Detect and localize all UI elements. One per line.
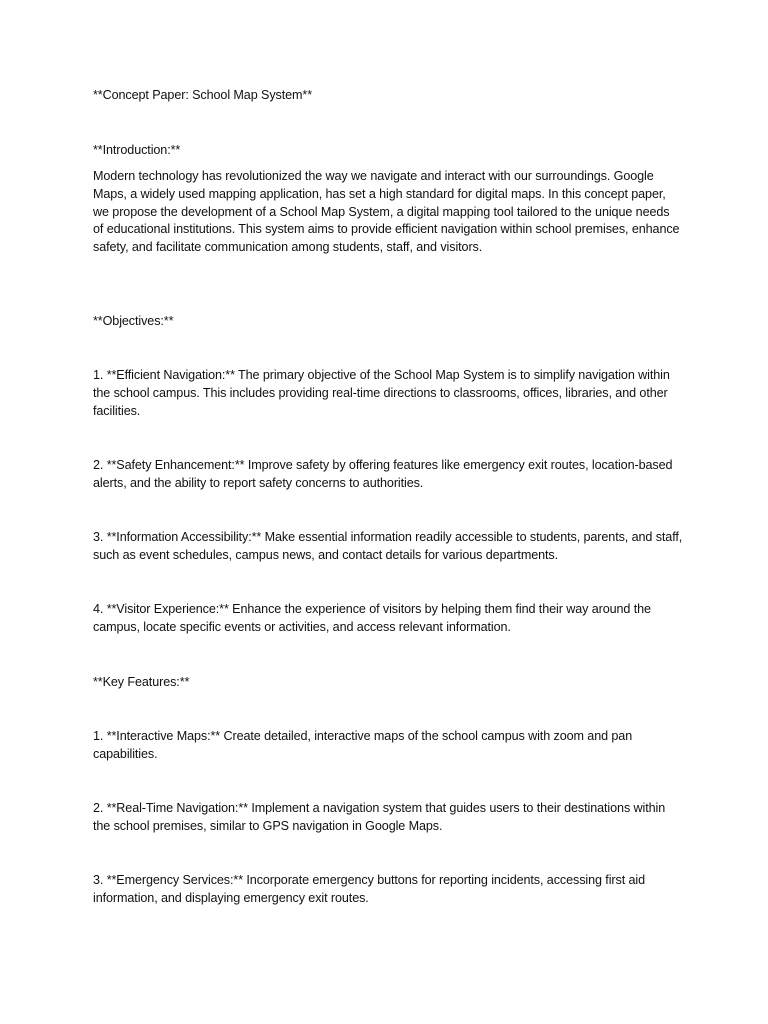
introduction-body: Modern technology has revolutionized the way we navigate and interact with our surroundings. Google Maps, a widely used mapping application, has set a high standard for digital maps. In this concept paper, we propose the development of a School Map System, a digital mapping tool tailored to the unique needs of educational institutions. This system aims to provide efficient navigation within school premises, enhance safety, and facilitate communication among students, staff, and visitors. [93,169,680,255]
key-features-heading: **Key Features:** [93,675,190,689]
key-feature-item: 3. **Emergency Services:** Incorporate emergency buttons for reporting incidents, accessing first aid information, and displaying emergency exit routes. [93,873,645,905]
objective-item: 3. **Information Accessibility:** Make essential information readily accessible to students, parents, and staff, such as event schedules, campus news, and contact details for various departments. [93,530,683,562]
objective-item: 2. **Safety Enhancement:** Improve safety by offering features like emergency exit routes, location-based alerts, and the ability to report safety concerns to authorities. [93,458,673,490]
objective-item: 1. **Efficient Navigation:** The primary objective of the School Map System is to simplify navigation within the school campus. This includes providing real-time directions to classrooms, offices, libraries, and other facilities. [93,368,670,418]
introduction-heading: **Introduction:** [93,143,181,157]
objective-item: 4. **Visitor Experience:** Enhance the experience of visitors by helping them find their way around the campus, locate specific events or activities, and access relevant information. [93,602,651,634]
key-feature-item: 2. **Real-Time Navigation:** Implement a navigation system that guides users to their destinations within the school premises, similar to GPS navigation in Google Maps. [93,801,666,833]
objectives-heading: **Objectives:** [93,314,174,328]
key-feature-item: 1. **Interactive Maps:** Create detailed, interactive maps of the school campus with zoom and pan capabilities. [93,729,633,761]
document-title: **Concept Paper: School Map System** [93,88,313,102]
